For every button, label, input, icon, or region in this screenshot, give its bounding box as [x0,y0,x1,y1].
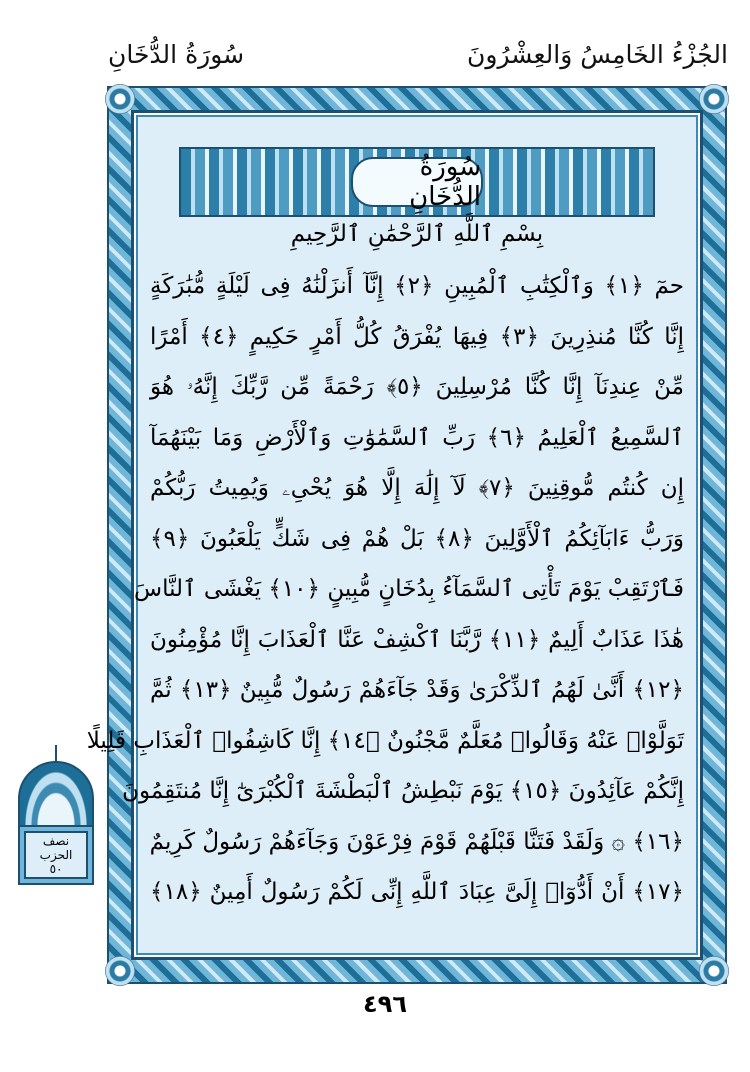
surah-title-banner [179,147,655,217]
page-number: ٤٩٦ [363,990,407,1018]
marker-label-box [18,825,94,885]
basmala: بِسْمِ ٱللَّهِ ٱلرَّحْمَٰنِ ٱلرَّحِيمِ [290,221,544,247]
verse-line: إِن كُنتُم مُّوقِنِينَ ﴿٧﴾ لَآ إِلَٰهَ إِلَّا هُوَ يُحْىِۦ وَيُمِيتُ رَبُّكُمْ [150,475,684,501]
marker-label-hizb: الحزب [39,848,73,862]
verse-line: ﴿١٢﴾ أَنَّىٰ لَهُمُ ٱلذِّكْرَىٰ وَقَدْ جَآءَهُمْ رَسُولٌ مُّبِينٌ ﴿١٣﴾ ثُمَّ [150,677,684,703]
marker-label-half: نصف [42,834,70,848]
verse-line: إِنَّا كُنَّا مُنذِرِينَ ﴿٣﴾ فِيهَا يُفْرَقُ كُلُّ أَمْرٍ حَكِيمٍ ﴿٤﴾ أَمْرًا [150,323,685,350]
verse-line: إِنَّكُمْ عَآئِدُونَ ﴿١٥﴾ يَوْمَ نَبْطِشُ ٱلْبَطْشَةَ ٱلْكُبْرَىٰٓ إِنَّا مُنتَقِمُونَ [122,778,684,804]
corner-ornament-icon [699,956,729,986]
ornamental-page-frame [86,86,727,984]
verse-line: ﴿١٦﴾ ۞ وَلَقَدْ فَتَنَّا قَبْلَهُمْ قَوْمَ فِرْعَوْنَ وَجَآءَهُمْ رَسُولٌ كَرِيمٌ [149,828,684,855]
marker-label-number: ٥٠ [49,862,63,876]
hizb-marker [18,745,94,885]
verse-line: حمٓ ﴿١﴾ وَٱلْكِتَٰبِ ٱلْمُبِينِ ﴿٢﴾ إِنَّآ أَنزَلْنَٰهُ فِى لَيْلَةٍ مُّبَٰرَكَةٍ [150,273,685,299]
verse-line: ٱلسَّمِيعُ ٱلْعَلِيمُ ﴿٦﴾ رَبِّ ٱلسَّمَٰوَٰتِ وَٱلْأَرْضِ وَمَا بَيْنَهُمَآ [150,424,684,451]
corner-ornament-icon [105,956,135,986]
verse-lines [86,261,688,918]
verse-line: فَٱرْتَقِبْ يَوْمَ تَأْتِى ٱلسَّمَآءُ بِدُخَانٍ مُّبِينٍ ﴿١٠﴾ يَغْشَى ٱلنَّاسَ [134,576,684,602]
juz-header-label: الجُزْءُ الخَامِسُ وَالعِشْرُونَ [467,40,728,69]
text-panel [86,110,703,960]
verse-line: مِّنْ عِندِنَآ إِنَّا كُنَّا مُرْسِلِينَ ﴿٥﴾ رَحْمَةً مِّن رَّبِّكَ إِنَّهُۥ هُوَ [150,374,684,400]
surah-header-label: سُورَةُ الدُّخَانِ [108,40,245,69]
surah-title-cartouche [351,152,483,212]
corner-ornament-icon [699,84,729,114]
verse-line: ﴿١٧﴾ أَنْ أَدُّوٓا۟ إِلَىَّ عِبَادَ ٱللَّهِ إِنِّى لَكُمْ رَسُولٌ أَمِينٌ ﴿١٨﴾ [150,879,684,905]
surah-title: سُورَةُ الدُّخَانِ [409,152,481,212]
verse-line: تَوَلَّوْا۟ عَنْهُ وَقَالُوا۟ مُعَلَّمٌ مَّجْنُونٌ ﴿١٤﴾ إِنَّا كَاشِفُوا۟ ٱلْعَذَابِ قَلِيلًا [86,727,684,754]
verse-line: وَرَبُّ ءَابَآئِكُمُ ٱلْأَوَّلِينَ ﴿٨﴾ بَلْ هُمْ فِى شَكٍّ يَلْعَبُونَ ﴿٩﴾ [150,525,684,552]
verse-line: هَٰذَا عَذَابٌ أَلِيمٌ ﴿١١﴾ رَّبَّنَا ٱكْشِفْ عَنَّا ٱلْعَذَابَ إِنَّا مُؤْمِنُونَ [150,626,684,653]
marker-arch-ornament-icon [18,761,94,827]
